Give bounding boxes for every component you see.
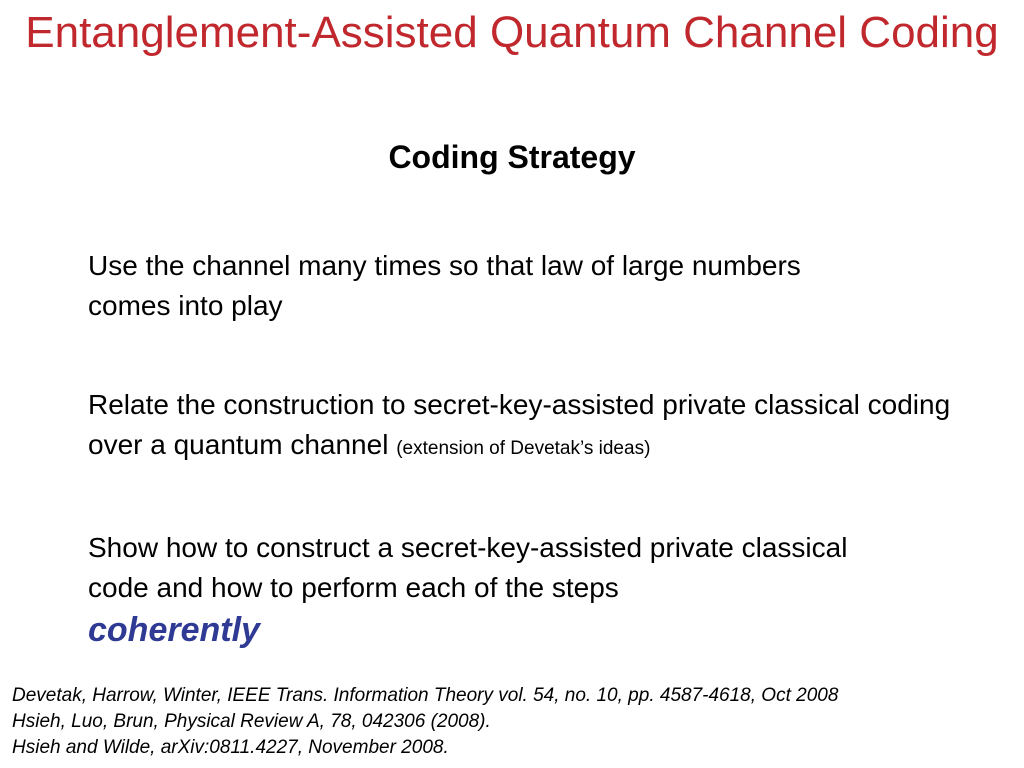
reference-1: Devetak, Harrow, Winter, IEEE Trans. Information Theory vol. 54, no. 10, pp. 4587-4618, Oct 2008 xyxy=(12,685,839,706)
bullet-2 xyxy=(88,385,968,469)
bullet-2-text: Relate the construction to secret-key-assisted private classical coding over a quantum channel xyxy=(88,389,951,460)
bullet-3 xyxy=(88,528,908,652)
bullet-3-emphasis: coherently xyxy=(88,611,260,649)
references xyxy=(12,683,1018,761)
bullet-1 xyxy=(88,246,848,326)
slide-subtitle: Coding Strategy xyxy=(388,139,636,175)
bullet-3-text: Show how to construct a secret-key-assisted private classical code and how to perform each of the steps xyxy=(88,532,848,603)
bullet-1-text: Use the channel many times so that law of large numbers comes into play xyxy=(88,250,801,321)
reference-3: Hsieh and Wilde, arXiv:0811.4227, November 2008. xyxy=(12,737,449,758)
slide-title: Entanglement-Assisted Quantum Channel Coding xyxy=(25,8,999,57)
reference-2: Hsieh, Luo, Brun, Physical Review A, 78, 042306 (2008). xyxy=(12,711,491,732)
bullet-2-note: (extension of Devetak’s ideas) xyxy=(396,438,651,459)
